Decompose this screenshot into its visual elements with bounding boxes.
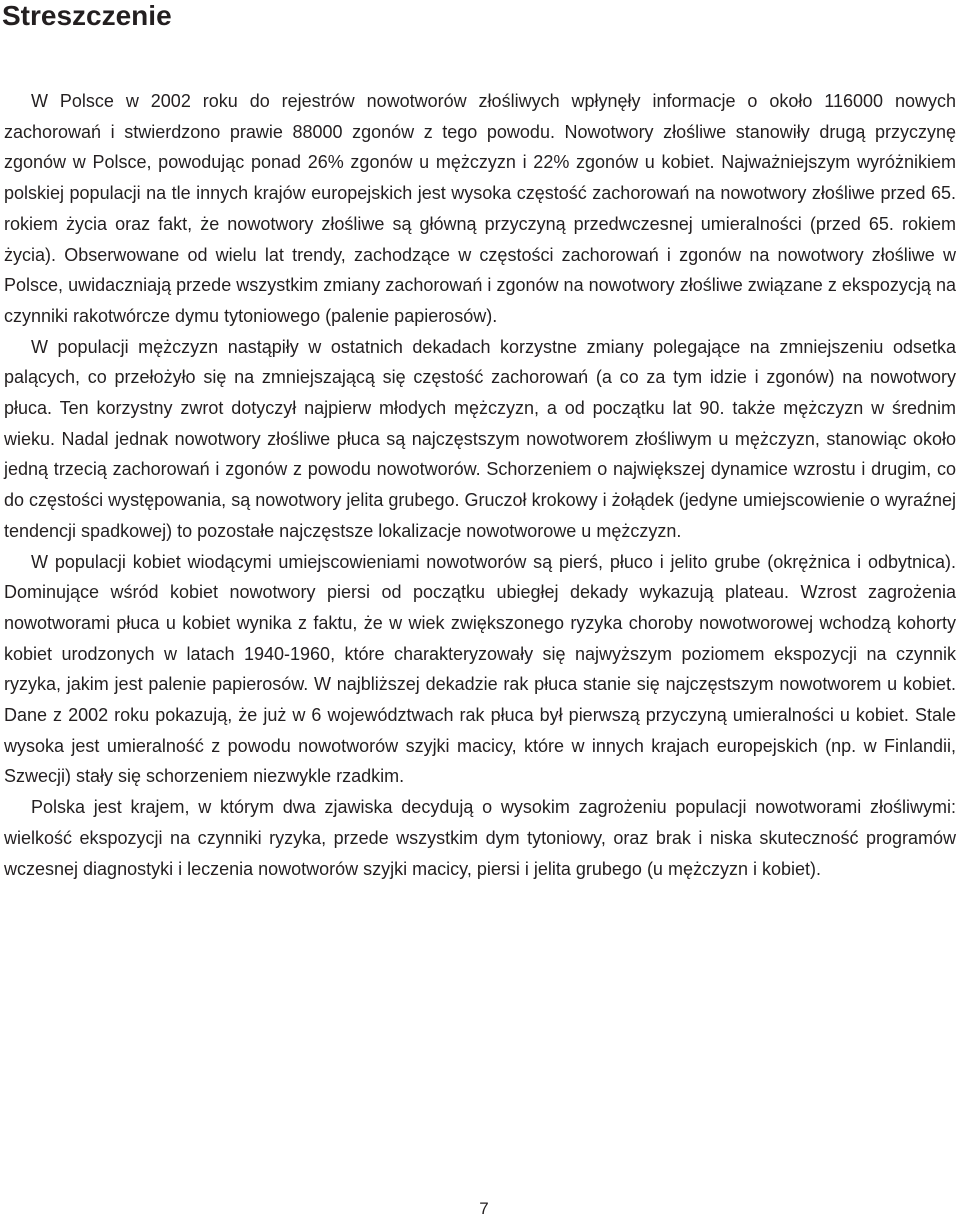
summary-body bbox=[4, 86, 956, 884]
paragraph-men: W populacji mężczyzn nastąpiły w ostatnich dekadach korzystne zmiany polegające na zmniejszeniu odsetka palących, co przełożyło się na zmniejszającą się częstość zachorowań (a co za tym idzie i zgonów) na nowotwory płuca. Ten korzystny zwrot dotyczył najpierw młodych mężczyzn, a od początku lat 90. także mężczyzn w średnim wieku. Nadal jednak nowotwory złośliwe płuca są najczęstszym nowotworem złośliwym u mężczyzn, stanowiąc około jedną trzecią zachorowań i zgonów z powodu nowotworów. Schorzeniem o największej dynamice wzrostu i drugim, co do częstości występowania, są nowotwory jelita grubego. Gruczoł krokowy i żołądek (jedyne umiejscowienie o wyraźnej tendencji spadkowej) to pozostałe najczęstsze lokalizacje nowotworowe u mężczyzn. bbox=[4, 336, 956, 541]
paragraph-incidence-overview: W Polsce w 2002 roku do rejestrów nowotworów złośliwych wpłynęły informacje o około 116000 nowych zachorowań i stwierdzono prawie 88000 zgonów z tego powodu. Nowotwory złośliwe stanowiły drugą przyczynę zgonów w Polsce, powodując ponad 26% zgonów u mężczyzn i 22% zgonów u kobiet. Najważniejszym wyróżnikiem polskiej populacji na tle innych krajów europejskich jest wysoka częstość zachorowań na nowotwory złośliwe przed 65. rokiem życia oraz fakt, że nowotwory złośliwe są główną przyczyną przedwczesnej umieralności (przed 65. rokiem życia). Obserwowane od wielu lat trendy, zachodzące w częstości zachorowań i zgonów na nowotwory złośliwe w Polsce, uwidaczniają przede wszystkim zmiany zachorowań i zgonów na nowotwory złośliwe związane z ekspozycją na czynniki rakotwórcze dymu tytoniowego (palenie papierosów). bbox=[4, 91, 956, 326]
paragraph-women: W populacji kobiet wiodącymi umiejscowieniami nowotworów są pierś, płuco i jelito grube (okrężnica i odbytnica). Dominujące wśród kobiet nowotwory piersi od początku ubiegłej dekady wykazują plateau. Wzrost zagrożenia nowotworami płuca u kobiet wynika z faktu, że w wiek zwiększonego ryzyka choroby nowotworowej wchodzą kohorty kobiet urodzonych w latach 1940-1960, które charakteryzowały się najwyższym poziomem ekspozycji na czynnik ryzyka, jakim jest palenie papierosów. W najbliższej dekadzie rak płuca stanie się najczęstszym nowotworem u kobiet. Dane z 2002 roku pokazują, że już w 6 województwach rak płuca był pierwszą przyczyną umieralności u kobiet. Stale wysoka jest umieralność z powodu nowotworów szyjki macicy, które w innych krajach europejskich (np. w Finlandii, Szwecji) stały się schorzeniem niezwykle rzadkim. bbox=[4, 551, 956, 787]
page-number: 7 bbox=[479, 1199, 489, 1218]
page-title: Streszczenie bbox=[2, 0, 172, 31]
paragraph-conclusion: Polska jest krajem, w którym dwa zjawiska decydują o wysokim zagrożeniu populacji nowotworami złośliwymi: wielkość ekspozycji na czynniki ryzyka, przede wszystkim dym tytoniowy, oraz brak i niska skuteczność programów wczesnej diagnostyki i leczenia nowotworów szyjki macicy, piersi i jelita grubego (u mężczyzn i kobiet). bbox=[4, 797, 956, 879]
